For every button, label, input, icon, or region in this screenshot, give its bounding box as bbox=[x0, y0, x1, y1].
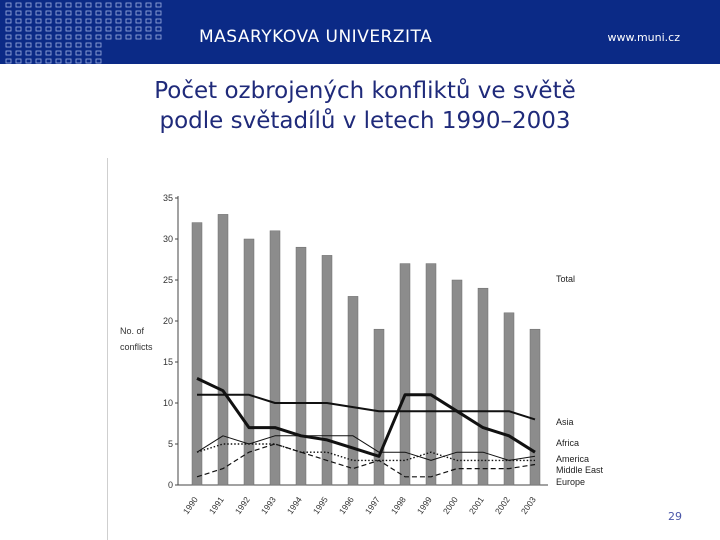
logo-dot bbox=[76, 51, 81, 55]
logo-dot bbox=[6, 35, 11, 39]
logo-dot bbox=[146, 27, 151, 31]
y-tick-label: 35 bbox=[162, 193, 173, 203]
logo-dot bbox=[46, 11, 51, 15]
logo-dot bbox=[136, 19, 141, 23]
logo-dot bbox=[156, 19, 161, 23]
logo-dot bbox=[136, 11, 141, 15]
x-tick-label: 1999 bbox=[414, 494, 434, 517]
bar-total bbox=[452, 280, 462, 485]
logo-dot bbox=[6, 43, 11, 47]
logo-dot bbox=[126, 3, 131, 7]
bar-total bbox=[244, 239, 254, 485]
logo-dot bbox=[116, 11, 121, 15]
x-tick-label: 1994 bbox=[284, 494, 304, 517]
slide-title-line-2: podle světadílů v letech 1990–2003 bbox=[159, 108, 571, 134]
x-tick-label: 1998 bbox=[388, 494, 408, 517]
logo-dot bbox=[56, 3, 61, 7]
x-tick-label: 1992 bbox=[232, 494, 252, 517]
logo-dot bbox=[96, 11, 101, 15]
logo-dot bbox=[36, 35, 41, 39]
logo-dot bbox=[96, 59, 101, 63]
y-tick-label: 15 bbox=[162, 357, 173, 367]
bar-total bbox=[192, 223, 202, 485]
x-tick-label: 1993 bbox=[258, 494, 278, 517]
logo-dot bbox=[96, 3, 101, 7]
bar-total bbox=[296, 247, 306, 485]
logo-dot bbox=[76, 3, 81, 7]
logo-dot bbox=[146, 35, 151, 39]
logo-dot bbox=[36, 19, 41, 23]
page-number: 29 bbox=[668, 510, 682, 523]
logo-dot bbox=[46, 27, 51, 31]
y-axis-label: conflicts bbox=[120, 342, 153, 352]
logo-dot bbox=[116, 3, 121, 7]
logo-dot bbox=[16, 43, 21, 47]
slide-title-line-1: Počet ozbrojených konfliktů ve světě bbox=[154, 78, 576, 104]
logo-dot bbox=[66, 43, 71, 47]
bar-total bbox=[218, 214, 228, 485]
logo-dot bbox=[16, 3, 21, 7]
logo-dot bbox=[66, 27, 71, 31]
bar-total bbox=[270, 231, 280, 485]
logo-dot bbox=[66, 19, 71, 23]
conflicts-chart bbox=[108, 158, 626, 540]
logo-dot bbox=[6, 51, 11, 55]
logo-dot bbox=[76, 59, 81, 63]
logo-dot bbox=[16, 19, 21, 23]
logo-dot bbox=[96, 51, 101, 55]
logo-dot bbox=[46, 35, 51, 39]
logo-dot bbox=[56, 35, 61, 39]
logo-dot bbox=[6, 59, 11, 63]
logo-dot bbox=[16, 51, 21, 55]
logo-dot bbox=[156, 35, 161, 39]
logo-dot bbox=[106, 27, 111, 31]
logo-dot bbox=[86, 51, 91, 55]
logo-dot bbox=[6, 11, 11, 15]
logo-dot bbox=[86, 3, 91, 7]
logo-dot bbox=[36, 43, 41, 47]
logo-dot bbox=[116, 19, 121, 23]
logo-dot bbox=[146, 3, 151, 7]
logo-dot bbox=[16, 27, 21, 31]
bar-total bbox=[348, 296, 358, 485]
logo-dot bbox=[26, 11, 31, 15]
logo-dot bbox=[86, 19, 91, 23]
logo-dot bbox=[86, 35, 91, 39]
logo-dot bbox=[36, 27, 41, 31]
logo-dot bbox=[86, 59, 91, 63]
x-tick-label: 2001 bbox=[466, 494, 486, 517]
logo-dot bbox=[56, 43, 61, 47]
y-tick-label: 20 bbox=[162, 316, 173, 326]
logo-dot bbox=[86, 11, 91, 15]
logo-dot bbox=[46, 51, 51, 55]
logo-dot bbox=[106, 19, 111, 23]
logo-dot bbox=[26, 43, 31, 47]
logo-dot bbox=[26, 59, 31, 63]
logo-dot-grid bbox=[0, 0, 175, 64]
logo-dot bbox=[66, 51, 71, 55]
series-label-europe: Europe bbox=[556, 477, 586, 487]
logo-dot bbox=[116, 35, 121, 39]
logo-dot bbox=[76, 19, 81, 23]
logo-dot bbox=[46, 3, 51, 7]
x-tick-label: 1996 bbox=[336, 494, 356, 517]
x-tick-label: 1991 bbox=[206, 494, 226, 517]
logo-dot bbox=[126, 11, 131, 15]
series-label-africa: Africa bbox=[556, 438, 580, 448]
bar-total bbox=[478, 288, 488, 485]
slide-title bbox=[0, 76, 720, 136]
website-url[interactable]: www.muni.cz bbox=[607, 31, 680, 44]
logo-dot bbox=[96, 35, 101, 39]
logo-dot bbox=[106, 3, 111, 7]
logo-dot bbox=[96, 19, 101, 23]
y-tick-label: 30 bbox=[162, 234, 173, 244]
y-tick-label: 10 bbox=[162, 398, 173, 408]
bar-total bbox=[374, 329, 384, 485]
logo-dot bbox=[76, 11, 81, 15]
y-tick-label: 25 bbox=[162, 275, 173, 285]
logo-dot bbox=[66, 35, 71, 39]
logo-dot bbox=[86, 27, 91, 31]
logo-dot bbox=[146, 11, 151, 15]
header-bar bbox=[0, 0, 720, 64]
x-tick-label: 2003 bbox=[518, 494, 538, 517]
logo-dot bbox=[66, 59, 71, 63]
logo-dot bbox=[66, 11, 71, 15]
logo-dot bbox=[26, 35, 31, 39]
logo-dot bbox=[76, 43, 81, 47]
logo-dot bbox=[6, 19, 11, 23]
logo-dot bbox=[96, 27, 101, 31]
logo-dot bbox=[156, 27, 161, 31]
logo-dot bbox=[76, 35, 81, 39]
logo-dot bbox=[46, 59, 51, 63]
logo-dot bbox=[56, 59, 61, 63]
logo-dot bbox=[26, 51, 31, 55]
logo-dot bbox=[86, 43, 91, 47]
chart-panel bbox=[107, 158, 626, 540]
series-label-america: America bbox=[556, 454, 590, 464]
bar-total bbox=[530, 329, 540, 485]
logo-dot bbox=[116, 27, 121, 31]
logo-dot bbox=[6, 27, 11, 31]
logo-dot bbox=[106, 11, 111, 15]
logo-dot bbox=[36, 59, 41, 63]
logo-dot bbox=[156, 11, 161, 15]
logo-dot bbox=[16, 35, 21, 39]
logo-dot bbox=[36, 3, 41, 7]
y-axis-label: No. of bbox=[120, 326, 145, 336]
logo-dot bbox=[76, 27, 81, 31]
series-label-asia: Asia bbox=[556, 417, 574, 427]
bar-total bbox=[322, 255, 332, 485]
logo-dot bbox=[96, 43, 101, 47]
logo-dot bbox=[46, 43, 51, 47]
y-tick-label: 0 bbox=[167, 480, 173, 490]
logo-dot bbox=[46, 19, 51, 23]
logo-dot bbox=[36, 11, 41, 15]
logo-dot bbox=[16, 11, 21, 15]
logo-dot bbox=[126, 35, 131, 39]
logo-dot bbox=[56, 51, 61, 55]
university-name: MASARYKOVA UNIVERZITA bbox=[199, 27, 433, 47]
logo-dot bbox=[126, 27, 131, 31]
logo-dot bbox=[126, 19, 131, 23]
logo-dot bbox=[136, 35, 141, 39]
y-tick-label: 5 bbox=[167, 439, 173, 449]
logo-dot bbox=[156, 3, 161, 7]
logo-dot bbox=[136, 3, 141, 7]
series-label-middle-east: Middle East bbox=[556, 465, 604, 475]
logo-dot bbox=[26, 3, 31, 7]
logo-dot bbox=[56, 27, 61, 31]
logo-dot bbox=[36, 51, 41, 55]
logo-dot bbox=[136, 27, 141, 31]
series-label-total: Total bbox=[556, 274, 576, 284]
logo-dot bbox=[26, 19, 31, 23]
x-tick-label: 2000 bbox=[440, 494, 460, 517]
logo-dot bbox=[66, 3, 71, 7]
logo-dot bbox=[56, 11, 61, 15]
logo-dot bbox=[146, 19, 151, 23]
logo-dot bbox=[106, 35, 111, 39]
logo-dot bbox=[6, 3, 11, 7]
x-tick-label: 1990 bbox=[180, 494, 200, 517]
logo-dot bbox=[56, 19, 61, 23]
x-tick-label: 1997 bbox=[362, 494, 382, 517]
logo-dot bbox=[16, 59, 21, 63]
x-tick-label: 2002 bbox=[492, 494, 512, 517]
logo-dot bbox=[26, 27, 31, 31]
x-tick-label: 1995 bbox=[310, 494, 330, 517]
